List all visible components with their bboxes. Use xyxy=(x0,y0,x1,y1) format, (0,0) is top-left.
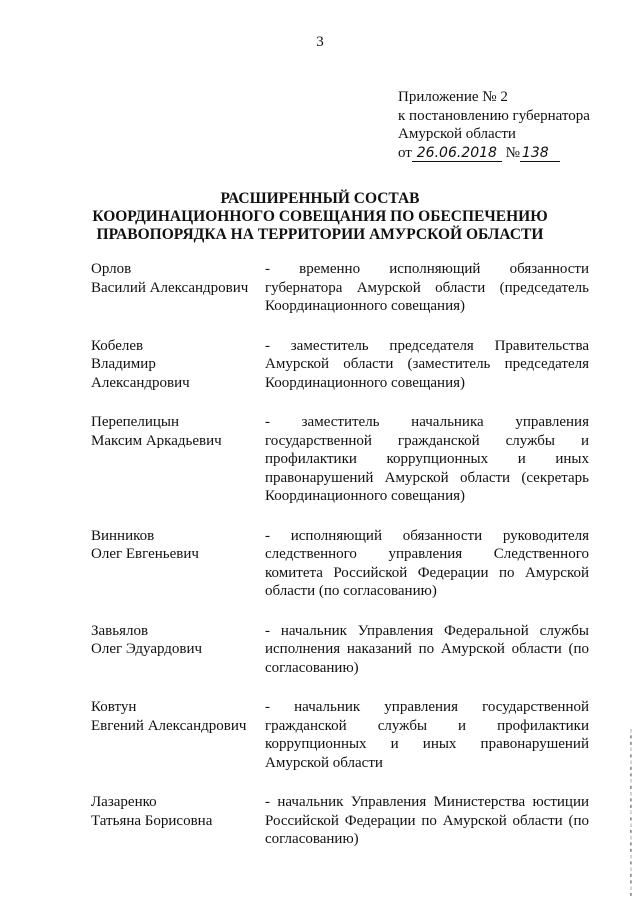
member-entry xyxy=(91,622,591,678)
title-line-1: РАСШИРЕННЫЙ СОСТАВ xyxy=(220,190,420,207)
appendix-reference: к постановлению губернатора xyxy=(398,107,590,124)
member-name-line: Олег Евгеньевич xyxy=(91,546,199,562)
member-name-line: Максим Аркадьевич xyxy=(91,432,222,449)
members-list xyxy=(91,260,591,849)
member-position: - начальник управления государственной гражданской службы и профилактики коррупционных и иных правонарушений Амурской области xyxy=(265,699,589,771)
title-line-2: КООРДИНАЦИОННОГО СОВЕЩАНИЯ ПО ОБЕСПЕЧЕНИЮ xyxy=(92,208,548,225)
appendix-title: Приложение № 2 xyxy=(398,89,508,105)
member-name-line: Орлов xyxy=(91,261,132,277)
member-position: - временно исполняющий обязанности губернатора Амурской области (председатель Координационного совещания) xyxy=(265,261,589,314)
page-number: 3 xyxy=(316,34,324,50)
side-scan-stamp: ▮▯▮▮▯▮▯▮▮▯▮▯▮▯▮▮▯▮▯▮▮▯▮▯▮▮▯ xyxy=(628,726,634,897)
member-name-line: Ковтун xyxy=(91,699,137,715)
member-position: - начальник Управления Федеральной службы исполнения наказаний по Амурской области (по согласованию) xyxy=(265,622,589,676)
member-name-line: Василий Александрович xyxy=(91,279,249,296)
member-position: - начальник Управления Министерства юстиции Российской Федерации по Амурской области (по согласованию) xyxy=(265,794,589,847)
member-position: - заместитель начальника управления государственной гражданской службы и профилактики коррупционных и иных правонарушений Амурской области (секретарь Координационного совещания) xyxy=(265,414,589,504)
handwritten-date: 26.06.2018 xyxy=(412,145,502,162)
member-name-line: Александрович xyxy=(91,374,190,391)
member-entry xyxy=(91,413,591,506)
member-name-line: Олег Эдуардович xyxy=(91,641,203,657)
member-name xyxy=(91,793,265,849)
member-name xyxy=(91,698,265,772)
handwritten-number: 138 xyxy=(520,145,560,162)
member-name xyxy=(91,337,265,393)
title-line-3: ПРАВОПОРЯДКА НА ТЕРРИТОРИИ АМУРСКОЙ ОБЛАСТИ xyxy=(96,226,544,243)
member-entry xyxy=(91,527,591,601)
member-entry xyxy=(91,337,591,393)
member-name-line: Владимир xyxy=(91,356,156,372)
member-name-line: Евгений Александрович xyxy=(91,717,247,734)
member-name-line: Завьялов xyxy=(91,622,149,639)
member-position: - исполняющий обязанности руководителя следственного управления Следственного комитета Российской Федерации по Амурской области (по согласованию) xyxy=(265,527,589,599)
member-entry xyxy=(91,793,591,849)
member-name-line: Перепелицын xyxy=(91,414,179,430)
member-name xyxy=(91,260,265,316)
member-name-line: Лазаренко xyxy=(91,794,157,810)
appendix-block xyxy=(398,88,590,162)
from-label: от xyxy=(398,144,412,161)
member-position: - заместитель председателя Правительства Амурской области (заместитель председателя Координационного совещания) xyxy=(265,337,589,391)
member-entry xyxy=(91,260,591,316)
appendix-date-line xyxy=(398,144,590,163)
appendix-region: Амурской области xyxy=(398,126,516,142)
member-name-line: Татьяна Борисовна xyxy=(91,812,213,829)
member-name xyxy=(91,527,265,601)
member-entry xyxy=(91,698,591,772)
member-name-line: Кобелев xyxy=(91,337,144,354)
number-label: № xyxy=(505,144,520,161)
member-name xyxy=(91,413,265,506)
member-name-line: Винников xyxy=(91,527,155,544)
document-title xyxy=(0,190,640,244)
member-name xyxy=(91,622,265,678)
